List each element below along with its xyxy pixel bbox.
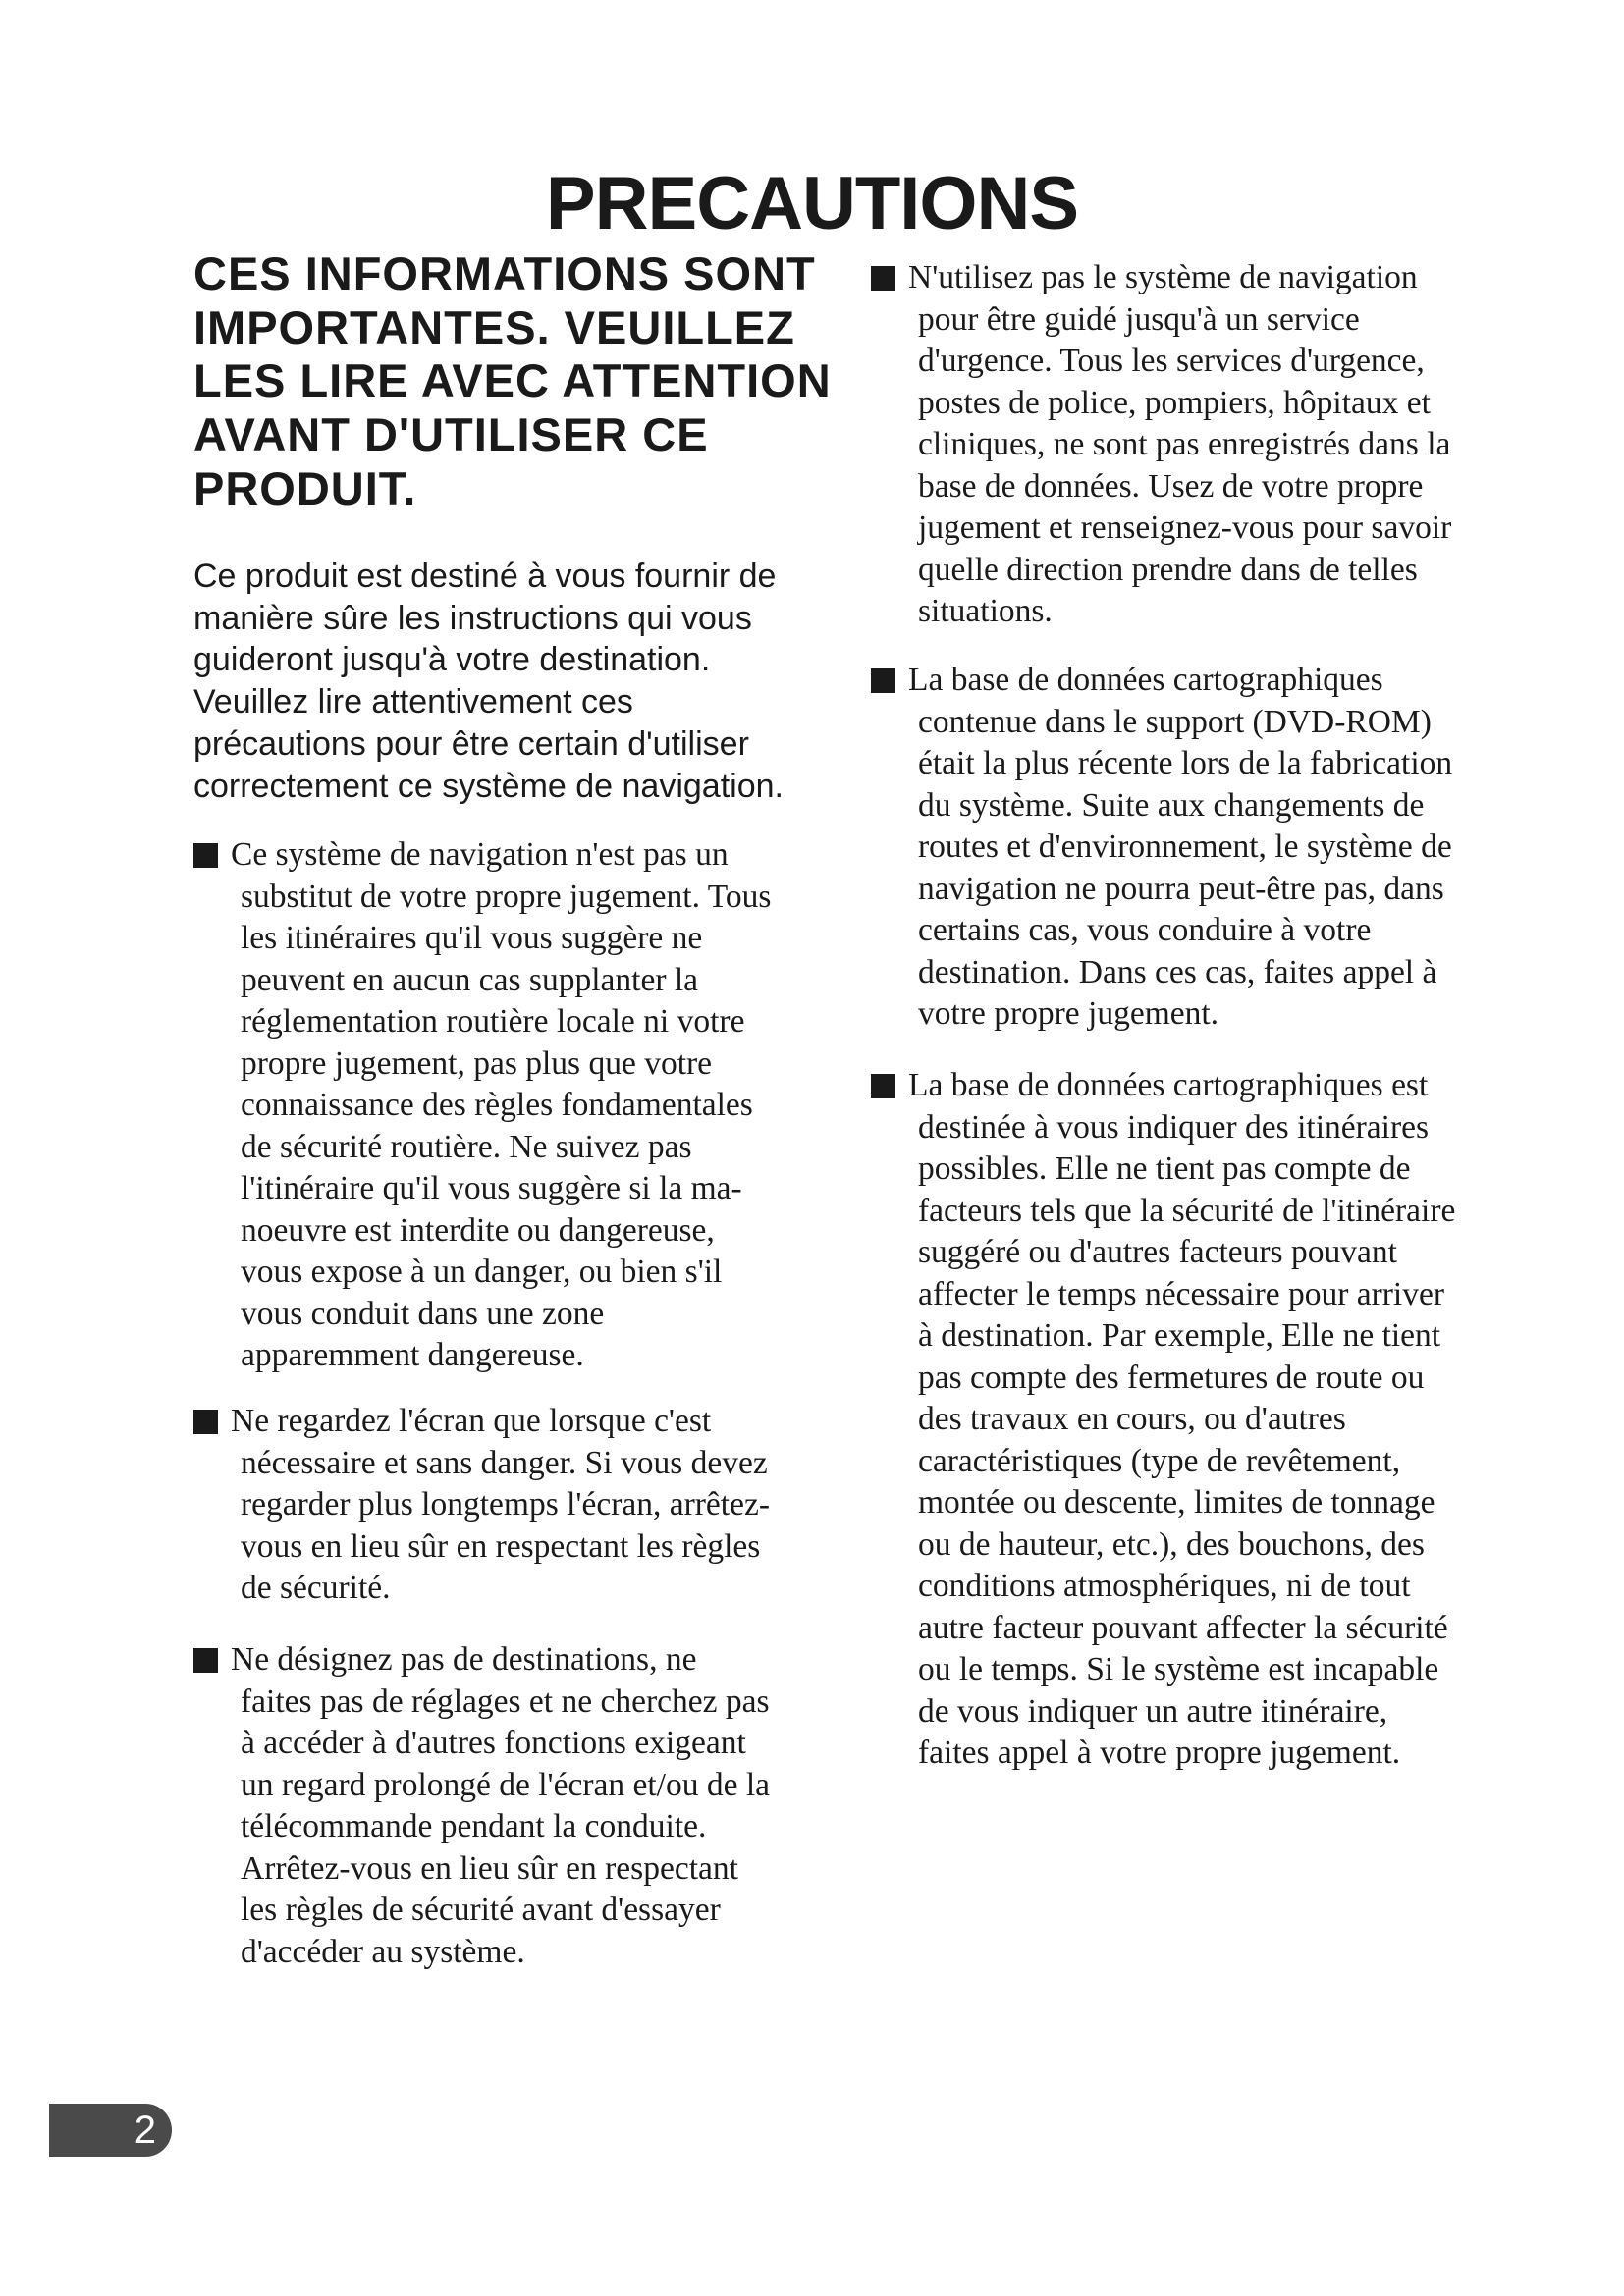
text-line: La base de données cartographiques est	[908, 1067, 1429, 1103]
text-line: un regard prolongé de l'écran et/ou de la	[241, 1766, 771, 1803]
text-line: conditions atmosphériques, ni de tout	[918, 1568, 1411, 1604]
text-line: autre facteur pouvant affecter la sécurité	[918, 1609, 1448, 1646]
text-line: Arrêtez-vous en lieu sûr en respectant	[241, 1849, 738, 1887]
text-line: vous en lieu sûr en respectant les règles	[241, 1527, 761, 1565]
square-bullet-icon	[193, 843, 218, 868]
text-line: regarder plus longtemps l'écran, arrêtez-	[241, 1486, 770, 1522]
text-line: pour être guidé jusqu'à un service	[918, 300, 1360, 338]
text-line: d'urgence. Tous les services d'urgence,	[918, 343, 1425, 379]
square-bullet-icon	[871, 266, 895, 291]
text-line: PRODUIT.	[193, 461, 417, 514]
text-line: télécommande pendant la conduite.	[241, 1808, 707, 1844]
text-line: cliniques, ne sont pas enregistrés dans la	[918, 426, 1451, 462]
text-line: vous conduit dans une zone	[241, 1295, 605, 1332]
text-line: des travaux en cours, ou d'autres	[918, 1401, 1346, 1437]
text-line: peuvent en aucun cas supplanter la	[241, 961, 699, 998]
text-line: propre jugement, pas plus que votre	[241, 1044, 713, 1082]
text-line: navigation ne pourra peut-être pas, dans	[918, 870, 1444, 907]
text-line: Ce produit est destiné à vous fournir de	[193, 558, 777, 595]
text-line: postes de police, pompiers, hôpitaux et	[918, 384, 1431, 421]
text-line: N'utilisez pas le système de navigation	[908, 259, 1418, 295]
text-line: CES INFORMATIONS SONT	[193, 247, 816, 299]
bullet-item	[193, 834, 771, 1377]
text-line: pas compte des fermetures de route ou	[918, 1359, 1425, 1396]
text-line: était la plus récente lors de la fabrication	[918, 745, 1453, 781]
bullet-item	[193, 1639, 770, 1973]
text-line: guideront jusqu'à votre destination.	[193, 641, 711, 679]
square-bullet-icon	[871, 1074, 895, 1098]
text-line: nécessaire et sans danger. Si vous devez	[241, 1444, 768, 1481]
text-line: vous expose à un danger, ou bien s'il	[241, 1254, 723, 1290]
page-title: PRECAUTIONS	[545, 161, 1079, 245]
text-line: contenue dans le support (DVD-ROM)	[918, 703, 1432, 740]
text-line: routes et d'environnement, le système de	[918, 828, 1452, 865]
page-number: 2	[134, 2109, 156, 2152]
text-line: de sécurité.	[241, 1570, 391, 1606]
bullet-text	[908, 1065, 1456, 1775]
bullet-text	[231, 834, 772, 1377]
text-line: à accéder à d'autres fonctions exigeant	[241, 1725, 746, 1761]
text-line: ou de hauteur, etc.), des bouchons, des	[918, 1525, 1425, 1563]
bullet-text	[908, 257, 1452, 633]
text-line: certains cas, vous conduire à votre	[918, 912, 1372, 948]
text-line: du système. Suite aux changements de	[918, 786, 1425, 824]
bullet-item	[871, 1065, 1455, 1775]
text-line: de vous indiquer un autre itinéraire,	[918, 1692, 1388, 1730]
intro-paragraph	[193, 556, 784, 807]
text-line: LES LIRE AVEC ATTENTION	[193, 354, 832, 407]
text-line: La base de données cartographiques	[908, 662, 1383, 698]
text-line: correctement ce système de navigation.	[193, 767, 784, 805]
text-line: Veuillez lire attentivement ces	[193, 683, 633, 721]
text-line: AVANT D'UTILISER CE	[193, 408, 709, 461]
text-line: réglementation routière locale ni votre	[241, 1003, 745, 1040]
text-line: précautions pour être certain d'utiliser	[193, 724, 749, 763]
text-line: substitut de votre propre jugement. Tous	[241, 878, 772, 915]
text-line: les règles de sécurité avant d'essayer	[241, 1892, 721, 1928]
text-line: noeuvre est interdite ou dangereuse,	[241, 1211, 715, 1249]
square-bullet-icon	[193, 1648, 218, 1673]
text-line: facteurs tels que la sécurité de l'itinéraire	[918, 1192, 1456, 1229]
text-line: à destination. Par exemple, Elle ne tient	[918, 1317, 1441, 1354]
text-line: destinée à vous indiquer des itinéraires	[918, 1108, 1430, 1146]
text-line: montée ou descente, limites de tonnage	[918, 1484, 1435, 1521]
text-line: faites pas de réglages et ne cherchez pas	[241, 1682, 770, 1720]
text-line: ou le temps. Si le système est incapable	[918, 1651, 1439, 1687]
page-number-tab	[49, 2104, 172, 2157]
text-line: situations.	[918, 593, 1053, 629]
text-line: manière sûre les instructions qui vous	[193, 599, 752, 637]
text-line: caractéristiques (type de revêtement,	[918, 1442, 1401, 1479]
text-line: base de données. Usez de votre propre	[918, 467, 1424, 505]
text-line: faites appel à votre propre jugement.	[918, 1735, 1401, 1771]
bullet-item	[871, 660, 1452, 1036]
square-bullet-icon	[193, 1410, 218, 1434]
bullet-item	[193, 1401, 770, 1610]
text-line: IMPORTANTES. VEUILLEZ	[193, 300, 795, 353]
text-line: affecter le temps nécessaire pour arriver	[918, 1275, 1445, 1312]
important-headline	[193, 247, 832, 516]
text-line: votre propre jugement.	[918, 995, 1219, 1032]
text-line: possibles. Elle ne tient pas compte de	[918, 1150, 1411, 1187]
text-line: quelle direction prendre dans de telles	[918, 551, 1418, 588]
text-line: connaissance des règles fondamentales	[241, 1087, 753, 1123]
text-line: les itinéraires qu'il vous suggère ne	[241, 920, 703, 956]
text-line: destination. Dans ces cas, faites appel à	[918, 953, 1437, 990]
square-bullet-icon	[871, 668, 895, 693]
bullet-text	[908, 660, 1453, 1036]
text-line: l'itinéraire qu'il vous suggère si la ma-	[241, 1170, 742, 1206]
bullet-item	[871, 257, 1451, 633]
text-line: Ce système de navigation n'est pas un	[231, 836, 729, 873]
text-line: jugement et renseignez-vous pour savoir	[918, 509, 1452, 546]
text-line: d'accéder au système.	[241, 1933, 525, 1970]
text-line: de sécurité routière. Ne suivez pas	[241, 1128, 692, 1165]
text-line: apparemment dangereuse.	[241, 1337, 584, 1373]
bullet-text	[231, 1639, 771, 1973]
bullet-text	[231, 1401, 770, 1610]
text-line: suggéré ou d'autres facteurs pouvant	[918, 1234, 1397, 1270]
text-line: Ne désignez pas de destinations, ne	[231, 1641, 697, 1678]
text-line: Ne regardez l'écran que lorsque c'est	[231, 1403, 712, 1439]
